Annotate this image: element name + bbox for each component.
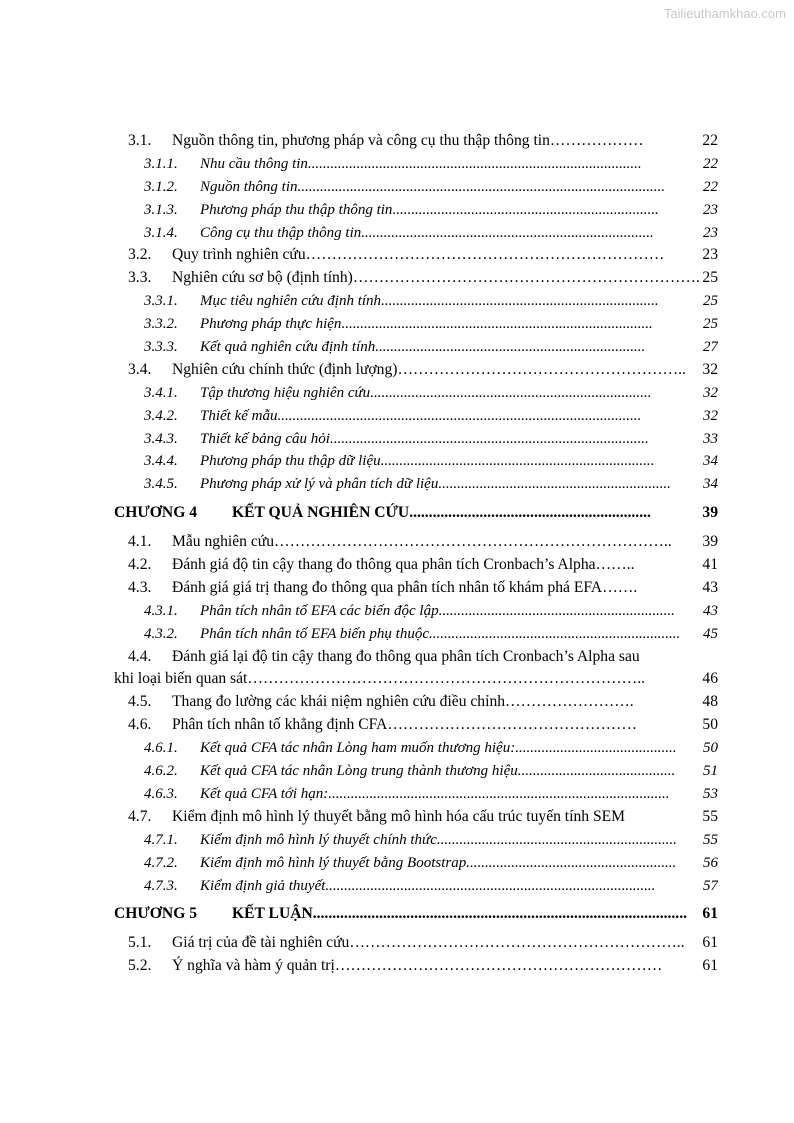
toc-subsection-entry[interactable] [114,199,718,222]
toc-entry-number: 3.1.4. [144,224,178,241]
toc-subsection-entry[interactable] [114,222,718,245]
toc-group-chapter4-5 [114,691,718,978]
toc-leader-dots: ........................................................................................... [328,785,670,802]
toc-subsection-entry[interactable] [114,428,718,451]
toc-subsection-entry[interactable] [114,405,718,428]
toc-entry-number: 3.4.1. [144,384,178,401]
toc-leader-dots: ………………………………………… [387,716,637,734]
toc-entry-number: 4.7.3. [144,877,178,894]
watermark: Tailieuthamkhao.com [663,6,786,21]
toc-entry-title: Mẫu nghiên cứu [172,533,274,551]
toc-section-entry[interactable] [114,577,718,600]
toc-entry-number: 4.5. [128,693,152,711]
toc-leader-dots: .............................................................................. [361,224,654,241]
toc-leader-dots: .............................................................. [438,476,671,493]
toc-section-entry[interactable] [114,130,718,153]
toc-section-entry[interactable] [114,806,718,829]
toc-leader-dots: ………………………………………………………………….. [274,533,672,551]
toc-entry-title: Phân tích nhân tố EFA biến phụ thuộc [200,625,430,642]
toc-subsection-entry[interactable] [114,450,718,473]
toc-page-number: 43 [702,578,718,596]
toc-entry-number: 3.2. [128,246,152,264]
toc-page-number: 25 [702,269,718,287]
toc-page-number: 61 [702,957,718,975]
toc-leader-dots: ......................................................................... [380,453,655,470]
toc-page-number: 23 [702,246,718,264]
toc-entry-title: Nguồn thông tin, phương pháp và công cụ thu thập thông tin [172,132,550,149]
toc-leader-dots: ............................................................... [438,602,675,619]
toc-leader-dots: …………………………………………………………. [352,269,700,287]
toc-entry-title: Phương pháp xử lý và phân tích dữ liệu [200,476,439,493]
toc-page-number: 46 [702,670,718,688]
toc-entry-number: 4.6. [128,716,152,734]
toc-page-number: 56 [703,854,718,871]
toc-entry-title: Phương pháp thu thập thông tin [200,201,393,218]
toc-subsection-entry[interactable] [114,382,718,405]
toc-entry-title: Mục tiêu nghiên cứu định tính [200,293,382,310]
toc-page-number: 22 [703,178,718,195]
toc-entry-number: 3.3.3. [144,339,178,356]
toc-entry-title: Thiết kế mẫu [200,407,278,424]
toc-entry-title: Phương pháp thu thập dữ liệu [200,453,381,470]
toc-section-entry[interactable] [114,244,718,267]
toc-subsection-entry[interactable] [114,473,718,496]
toc-page-number: 50 [702,716,718,734]
toc-entry-number: 3.4.4. [144,453,178,470]
toc-entry-title-line1: Đánh giá lại độ tin cậy thang đo thông qua phân tích Cronbach’s Alpha sau [172,647,640,665]
toc-entry-number: 4.6.1. [144,740,178,757]
toc-entry-title: Kết quả nghiên cứu định tính [200,339,376,356]
toc-entry-title: Đánh giá giá trị thang đo thông qua phân tích nhân tố khám phá EFA [172,578,603,596]
toc-page-number: 22 [702,132,718,149]
toc-leader-dots: ........................................... [515,740,677,757]
toc-section-entry[interactable] [114,359,718,382]
toc-subsection-entry[interactable] [114,829,718,852]
toc-entry-number: 5.1. [128,934,152,952]
toc-leader-dots: ........................................................ [466,854,677,871]
toc-entry-title: Kiểm định mô hình lý thuyết bằng mô hình hóa cấu trúc tuyến tính SEM [172,807,626,825]
toc-section-entry[interactable] [114,691,718,714]
toc-page-number: 34 [703,476,718,493]
toc-page-number: 43 [703,602,718,619]
toc-entry-title: KẾT QUẢ NGHIÊN CỨU [232,504,410,522]
toc-subsection-entry[interactable] [114,290,718,313]
toc-entry-title: KẾT LUẬN [232,905,313,923]
toc-entry-title: Công cụ thu thập thông tin [200,224,362,241]
toc-page-number: 39 [702,504,718,522]
toc-entry-number: 3.3.1. [144,293,178,310]
toc-entry-title: Phương pháp thực hiện [200,316,342,333]
toc-page-number: 23 [703,201,718,218]
toc-page-number: 61 [702,934,718,952]
toc-entry-title: Thang đo lường các khái niệm nghiên cứu điều chỉnh [172,693,506,711]
toc-subsection-entry[interactable] [114,313,718,336]
toc-leader-dots: ..................................................................................... [329,430,649,447]
toc-page-number: 53 [703,785,718,802]
toc-chapter-heading[interactable] [114,903,718,926]
toc-page-number: 61 [702,905,718,923]
toc-page-number: 32 [702,360,718,378]
toc-entry-title-line2: khi loại biến quan sát [114,670,248,688]
toc-page-number: 22 [703,155,718,172]
toc-page-number: 27 [703,339,718,356]
toc-page-number: 33 [703,430,718,447]
toc-leader-dots: …………………………………………………………… [305,246,665,264]
toc-chapter-heading[interactable] [114,502,718,525]
toc-entry-title: Nghiên cứu sơ bộ (định tính) [172,269,353,287]
toc-entry-title: Thiết kế bảng câu hỏi [200,430,330,447]
toc-entry-number: 4.2. [128,556,152,574]
toc-subsection-entry[interactable] [114,852,718,875]
toc-entry-number: 4.1. [128,533,152,551]
toc-entry-number: 3.4.3. [144,430,178,447]
toc-entry-number: 4.7. [128,807,152,825]
toc-page-number: 25 [703,316,718,333]
toc-page-number: 55 [702,807,718,825]
toc-entry-number: 3.4. [128,360,152,378]
toc-entry-number: 4.7.2. [144,854,178,871]
toc-entry-number: 4.4. [128,647,152,665]
toc-leader-dots: ........................................................................................ [325,877,656,894]
toc-subsection-entry[interactable] [114,737,718,760]
toc-leader-dots: ................................................................................... [341,316,653,333]
toc-leader-dots: ……………………………………………………… [334,957,663,975]
toc-leader-dots: .......................................... [517,763,676,780]
toc-entry-title: Ý nghĩa và hàm ý quản trị [172,957,335,975]
toc-entry-number: 3.3. [128,269,152,287]
toc-entry-number: 3.1.1. [144,155,178,172]
toc-leader-dots: ................................................................................................. [277,407,642,424]
toc-page-number: 25 [703,293,718,310]
toc-leader-dots: ................................................................... [429,625,681,642]
toc-entry-title: Nghiên cứu chính thức (định lượng) [172,360,398,378]
toc-leader-dots: .......................................................................... [381,293,659,310]
toc-page-number: 48 [702,693,718,711]
toc-entry-number: 4.3. [128,578,152,596]
toc-leader-dots: ……. [602,578,638,596]
toc-entry-number: CHƯƠNG 4 [114,504,198,522]
toc-entry-title: Đánh giá độ tin cậy thang đo thông qua phân tích Cronbach’s Alpha [172,556,596,574]
toc-section-entry[interactable] [114,714,718,737]
toc-entry-title: Kết quả CFA tác nhân Lòng trung thành thương hiệu [200,763,518,780]
toc-entry-title: Quy trình nghiên cứu [172,246,306,264]
toc-page-number: 39 [702,533,718,551]
toc-page-number: 51 [703,763,718,780]
toc-subsection-entry[interactable] [114,760,718,783]
toc-group-chapter3-4 [114,130,718,646]
toc-entry-title: Kiểm định giả thuyết [200,877,326,894]
toc-leader-dots: ………………………………………………………………….. [247,670,646,688]
toc-leader-dots: ……………………. [505,693,634,711]
toc-entry-number: 4.3.1. [144,602,178,619]
toc-entry-number: 3.1.2. [144,178,178,195]
toc-page-number: 55 [703,831,718,848]
toc-entry-number: 4.6.2. [144,763,178,780]
toc-leader-dots: ........................................................................... [370,384,652,401]
toc-page-number: 41 [702,556,718,574]
toc-subsection-entry[interactable] [114,623,718,646]
toc-leader-dots [625,806,702,829]
toc-subsection-entry[interactable] [114,153,718,176]
toc-entry-number: 4.3.2. [144,625,178,642]
toc-section-entry[interactable] [114,955,718,978]
toc-leader-dots: ……………………………………………….. [397,360,686,378]
toc-entry-title: Kiểm định mô hình lý thuyết bằng Bootstrap [200,854,467,871]
toc-entry-number: 4.6.3. [144,785,178,802]
toc-entry-wrapped[interactable] [114,646,718,692]
toc-entry-number: 4.7.1. [144,831,178,848]
toc-entry-number: 3.1. [128,132,152,149]
toc-entry-title: Kiểm định mô hình lý thuyết chính thức [200,831,437,848]
toc-leader-dots: ....................................................................... [392,201,659,218]
toc-leader-dots: .................................................................................................. [297,178,666,195]
toc-subsection-entry[interactable] [114,783,718,806]
toc-page-number: 32 [703,407,718,424]
toc-section-entry[interactable] [114,267,718,290]
toc-subsection-entry[interactable] [114,875,718,898]
toc-entry-title: Giá trị của đề tài nghiên cứu [172,934,350,952]
toc-leader-dots: ......................................................................................... [307,155,642,172]
toc-leader-dots: .............................................................. [409,504,651,522]
toc-section-entry[interactable] [114,932,718,955]
toc-page-number: 50 [703,740,718,757]
toc-subsection-entry[interactable] [114,600,718,623]
toc-entry-title: Kết quả CFA tác nhân Lòng ham muốn thương hiệu: [200,740,516,757]
toc-leader-dots: ........................................................................ [375,339,646,356]
toc-entry-number: 3.3.2. [144,316,178,333]
toc-entry-title: Phân tích nhân tố khẳng định CFA [172,716,388,734]
toc-entry-number: 5.2. [128,957,152,975]
toc-entry-title: Nguồn thông tin [200,178,298,195]
table-of-contents [114,130,718,978]
toc-entry-number: 3.4.2. [144,407,178,424]
toc-leader-dots: ……………………………………………………….. [349,934,685,952]
toc-page-number: 32 [703,384,718,401]
toc-leader-dots: ……………… [549,132,644,149]
toc-entry-number: CHƯƠNG 5 [114,905,198,923]
toc-section-entry[interactable] [114,554,718,577]
toc-leader-dots: …….. [595,556,635,574]
toc-entry-number: 3.4.5. [144,476,178,493]
toc-entry-title: Tập thương hiệu nghiên cứu [200,384,371,401]
toc-leader-dots: ................................................................ [436,831,677,848]
toc-entry-number: 3.1.3. [144,201,178,218]
toc-entry-title: Nhu cầu thông tin [200,155,308,172]
toc-page-number: 45 [703,625,718,642]
toc-page-number: 57 [703,877,718,894]
toc-page-number: 34 [703,453,718,470]
toc-section-entry[interactable] [114,531,718,554]
toc-subsection-entry[interactable] [114,176,718,199]
toc-entry-title: Kết quả CFA tới hạn: [200,785,329,802]
toc-page-number: 23 [703,224,718,241]
toc-leader-dots: ................................................................................................ [312,905,687,923]
toc-entry-title: Phân tích nhân tố EFA các biến độc lập [200,602,439,619]
toc-subsection-entry[interactable] [114,336,718,359]
